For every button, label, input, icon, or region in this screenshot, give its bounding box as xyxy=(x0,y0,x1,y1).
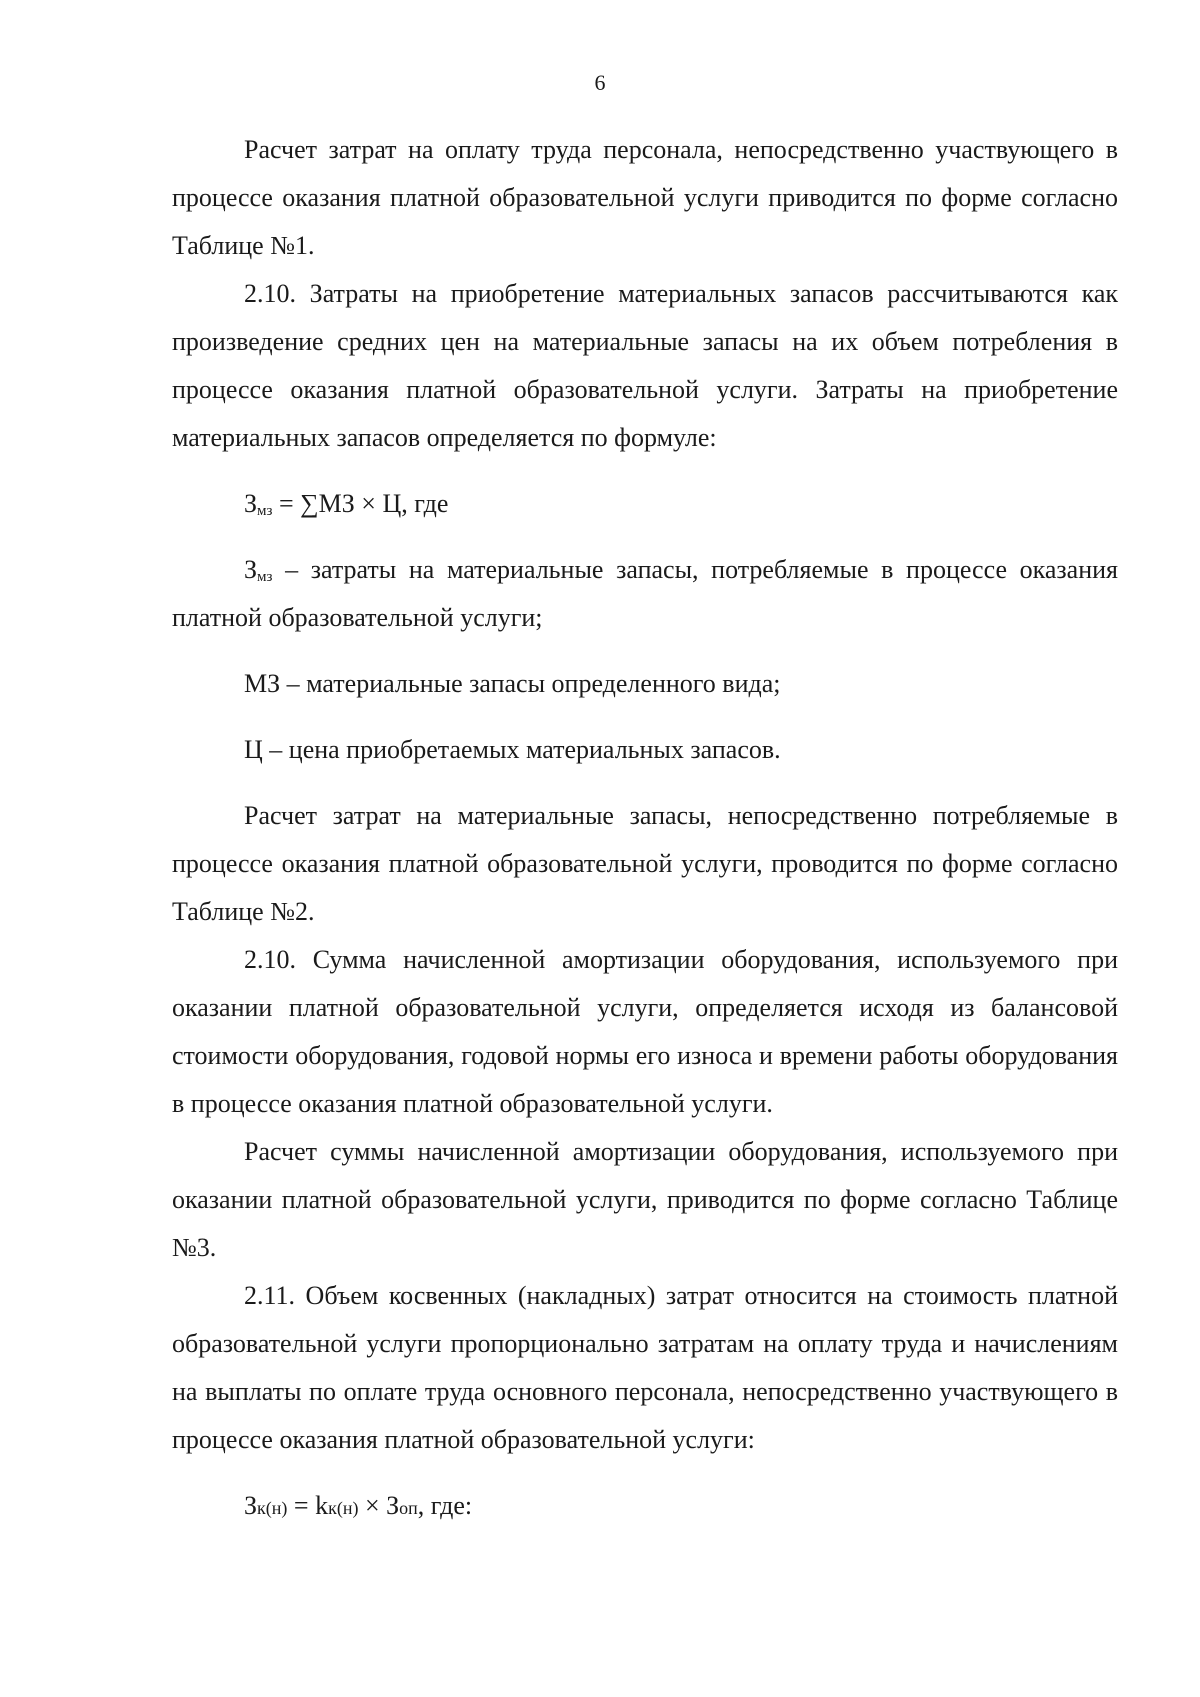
formula2-subscript: к(н) xyxy=(257,1498,288,1518)
page-number: 6 xyxy=(594,70,606,95)
formula-rhs: = ∑МЗ × Ц, где xyxy=(278,489,449,518)
formula2-mid: × З xyxy=(364,1491,400,1520)
formula-overhead-costs xyxy=(172,1482,1118,1530)
formula2-symbol: З xyxy=(244,1491,258,1520)
formula-symbol: З xyxy=(244,489,258,518)
formula2-tail: , где: xyxy=(417,1491,473,1520)
definition-price: Ц – цена приобретаемых материальных запасов. xyxy=(244,735,781,764)
definition-material-costs xyxy=(172,546,1118,642)
paragraph-material-table: Расчет затрат на материальные запасы, непосредственно потребляемые в процессе оказания платной образовательной услуги, проводится по форме согласно Таблице №2. xyxy=(172,801,1118,926)
definition-text: – затраты на материальные запасы, потребляемые в процессе оказания платной образовательной услуги; xyxy=(172,555,1119,632)
paragraph-material-costs: 2.10. Затраты на приобретение материальных запасов рассчитываются как произведение средних цен на материальные запасы на их объем потребления в процессе оказания платной образовательной услуги. Затраты на приобретение материальных запасов определяется по формуле: xyxy=(172,279,1118,452)
paragraph-depreciation: 2.10. Сумма начисленной амортизации оборудования, используемого при оказании платной образовательной услуги, определяется исходя из балансовой стоимости оборудования, годовой нормы его износа и времени работы оборудования в процессе оказания платной образовательной услуги. xyxy=(172,945,1118,1118)
definition-subscript: мз xyxy=(257,569,273,585)
paragraph-depreciation-table: Расчет суммы начисленной амортизации оборудования, используемого при оказании платной образовательной услуги, приводится по форме согласно Таблице №3. xyxy=(172,1137,1118,1262)
formula-material-costs xyxy=(172,480,1118,528)
definition-mz: МЗ – материальные запасы определенного вида; xyxy=(244,669,781,698)
formula-subscript: мз xyxy=(257,503,273,519)
paragraph-overhead-costs: 2.11. Объем косвенных (накладных) затрат относится на стоимость платной образовательной услуги пропорционально затратам на оплату труда и начислениям на выплаты по оплате труда основного персонала, непосредственно участвующего в процессе оказания платной образовательной услуги: xyxy=(172,1281,1118,1454)
paragraph-labor-cost-table: Расчет затрат на оплату труда персонала, непосредственно участвующего в процессе оказания платной образовательной услуги приводится по форме согласно Таблице №1. xyxy=(172,135,1118,260)
formula2-op-subscript: оп xyxy=(399,1498,418,1518)
definition-symbol: З xyxy=(244,555,258,584)
formula2-eq: = k xyxy=(293,1491,329,1520)
document-body xyxy=(172,126,1118,1530)
formula2-coef-subscript: к(н) xyxy=(328,1498,359,1518)
